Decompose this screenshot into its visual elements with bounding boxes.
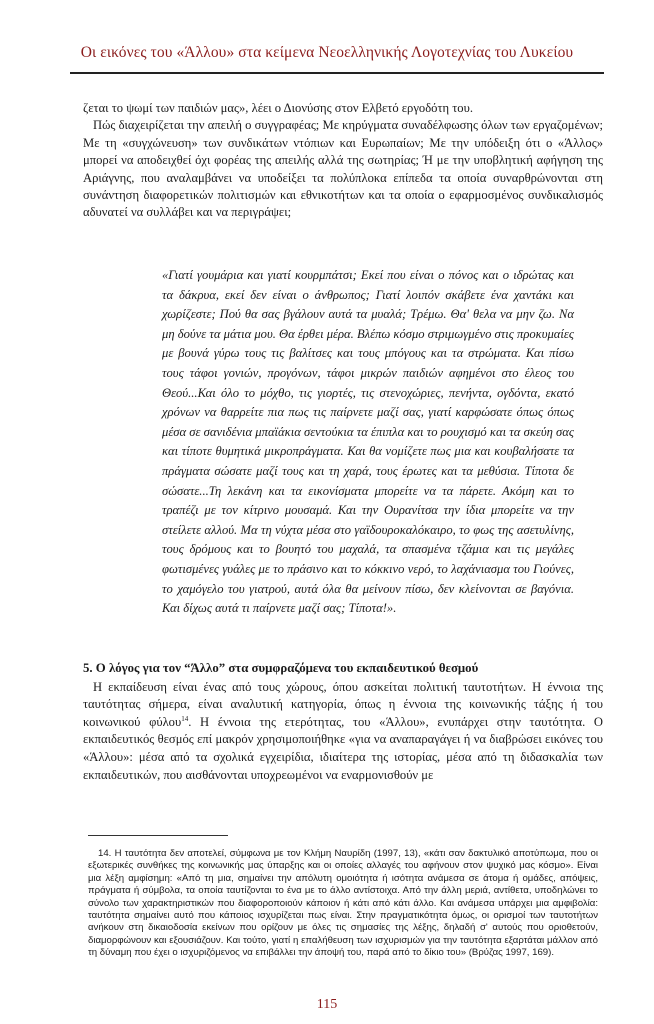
footnote-ref[interactable]: 14 [181, 714, 189, 723]
section-text-part1: Η εκπαίδευση είναι ένας από τους χώρους, όπου ασκείται πολιτική ταυτοτήτων. Η έννοια της ταυτότητας σήμερα, είναι αναλυτική κατηγορία, όπως η έννοια της κοινωνικής τάξης ή του κοινωνικού φύλου [83, 679, 603, 729]
page-number: 115 [316, 997, 338, 1012]
footnote-14 [88, 848, 598, 960]
section-heading: 5. Ο λόγος για τον “Άλλο” στα συμφραζόμενα του εκπαιδευτικού θεσμού [83, 661, 479, 675]
footnote-text: 14. Η ταυτότητα δεν αποτελεί, σύμφωνα με τον Κλήμη Ναυρίδη (1997, 13), «κάτι σαν δακτυλικό αποτύπωμα, που οι εξωτερικές συνθήκες της κοινωνικής μας ύπαρξης και οι οποίες αλλαγές του αφήνουν στον ψυχικό μας κόσμο». Είναι μια λέξη αμφίσημη: «Από τη μια, σημαίνει την απόλυτη ομοιότητα ή ισότητα ανάμεσα σε άτομα ή ομάδες, απόψεις, πράγματα ή σύμβολα, τα οποία ταυτίζονται το ένα με το άλλο αντίστοιχα. Από την άλλη μεριά, αντίθετα, υποδηλώνει το σύνολο των χαρακτηριστικών που διαφοροποιούν κάποιον ή κάτι από κάτι άλλο. Και ανάμεσα υπάρχει μια αμφιβολία: ταυτότητα σημαίνει αυτό που κάποιος ισχυρίζεται πως είναι. Στην πραγματικότητα όμως, οι ορισμοί των ταυτοτήτων ανήκουν στη δικαιοδοσία εκείνων που ορίζουν με όλες τις σημασίες της λέξης, δηλαδή σ' αυτούς που οριοθετούν, διαμορφώνουν και εξουσιάζουν. Και τούτο, γιατί η επαλήθευση των ισχυρισμών για την ταυτότητα εξαρτάται μάλλον από τη δύναμη που έχει ο ισχυριζόμενος να επιβάλλει την άποψή του, παρά από το δίκιο του» (Βρύζας 1997, 169). [88, 848, 598, 959]
intro-paragraph: Πώς διαχειρίζεται την απειλή ο συγγραφέας; Με κηρύγματα συναδέλφωσης όλων των εργαζομένων; Με τη «συγχώνευση» των συνδικάτων ντόπιων και Ευρωπαίων; Με την υπόδειξη ότι ο «Άλλος» μπορεί να αποδειχθεί όχι φορέας της απειλής αλλά της σωτηρίας; Ή με την υποβλητική αφήγηση της Αριάγνης, που αναλαμβάνει να υποδείξει τα πολύπλοκα επίπεδα τα οποία συναρθρώνονται στη συνάντηση διαφορετικών πολιτισμών και εθνικοτήτων και τα οποία ο εφαρμοσμένος συνδικαλισμός αδυνατεί να συλλάβει και να περιγράψει; [83, 118, 603, 220]
section-5 [83, 660, 603, 784]
section-text-part2: . Η έννοια της ετερότητας, του «Άλλου», ενυπάρχει στην ταυτότητα. Ο εκπαιδευτικός θεσμός επί μακρόν χρησιμοποιήθηκε «για να αναπαραγάγει ή να διαβρώσει εικόνες του «Άλλου»: μέσα από τα σχολικά εγχειρίδια, ιδιαίτερα της ιστορίας, μέσα από τη διδασκαλία των εκπαιδευτικών, που αισθάνονται υποχρεωμένοι να εναρμονισθούν με [83, 714, 603, 782]
section-paragraph [83, 679, 603, 785]
block-quote: «Γιατί γουμάρια και γιατί κουρμπάτσι; Εκεί που είναι ο πόνος και ο ιδρώτας και τα δάκρυα, εκεί δεν είναι ο άνθρωπος; Γιατί λοιπόν σκάβετε ένα χαντάκι και χωρίζεστε; Πού θα σας βγάλουν αυτά τα μυαλά; Τρέμω. Θα' θελα να μην ζω. Να μη δούνε τα μάτια μου. Θα έρθει μέρα. Βλέπω κόσμο στριμωγμένο στις προκυμαίες με βουνά γύρω τους τις βαλίτσες και τους μπόγους και τα στρώματα. Και πίσω τους τάφοι γονιών, προγόνων, τάφοι μικρών παιδιών αφημένοι στο έλεος του Θεού...Και όλο το μόχθο, τις γιορτές, τις στενοχώριες, πενήντα, ογδόντα, εκατό χρόνων να θαρρείτε πια πως τις παίρνετε μαζί σας, γιατί καρφώσατε όπως όπως μέσα σε σανιδένια μπαϊάκια σεντούκια τα έπιπλα και το ρουχισμό και τα σκεύη σας και τίποτε θυμητικά μικροπράγματα. Και θα νομίζετε πως μια και κουβαλήσατε τα πράγματα σώσατε μαζί τους και τη χαρά, τους έρωτες και τα μεθύσια. Τίποτα δε σώσατε...Τη λεκάνη και τα εικονίσματα μπορείτε να τα πάρετε. Ακόμη και το τραπέζι με τον κίτρινο μουσαμά. Και την Ουρανίτσα την ίδια μπορείτε να την στείλετε αλλού. Μα τη νύχτα μέσα στο γαϊδουροκαλόκαιρο, το φως της ασετυλίνης, τους δρόμους και το βουητό του μαχαλά, τα σπασμένα τζάμια και τις μεγάλες φωτισμένες γυάλες με το πράσινο και το κόκκινο νερό, το λαχάνιασμα του Γιούνες, το χαμόγελο του γιατρού, αυτά όλα θα μείνουν πίσω, δεν κλείνονται σε βαγόνια. Και δίχως αυτά τι παίρνετε μαζί σας; Τίποτα!». [162, 268, 574, 616]
intro-text [83, 100, 603, 222]
footnote-rule [88, 835, 228, 836]
header-rule [70, 72, 604, 74]
running-header: Οι εικόνες του «Άλλου» στα κείμενα Νεοελληνικής Λογοτεχνίας του Λυκείου [80, 44, 574, 61]
intro-continuation: ζεται το ψωμί των παιδιών μας», λέει ο Διονύσης στον Ελβετό εργοδότη του. [83, 101, 473, 115]
